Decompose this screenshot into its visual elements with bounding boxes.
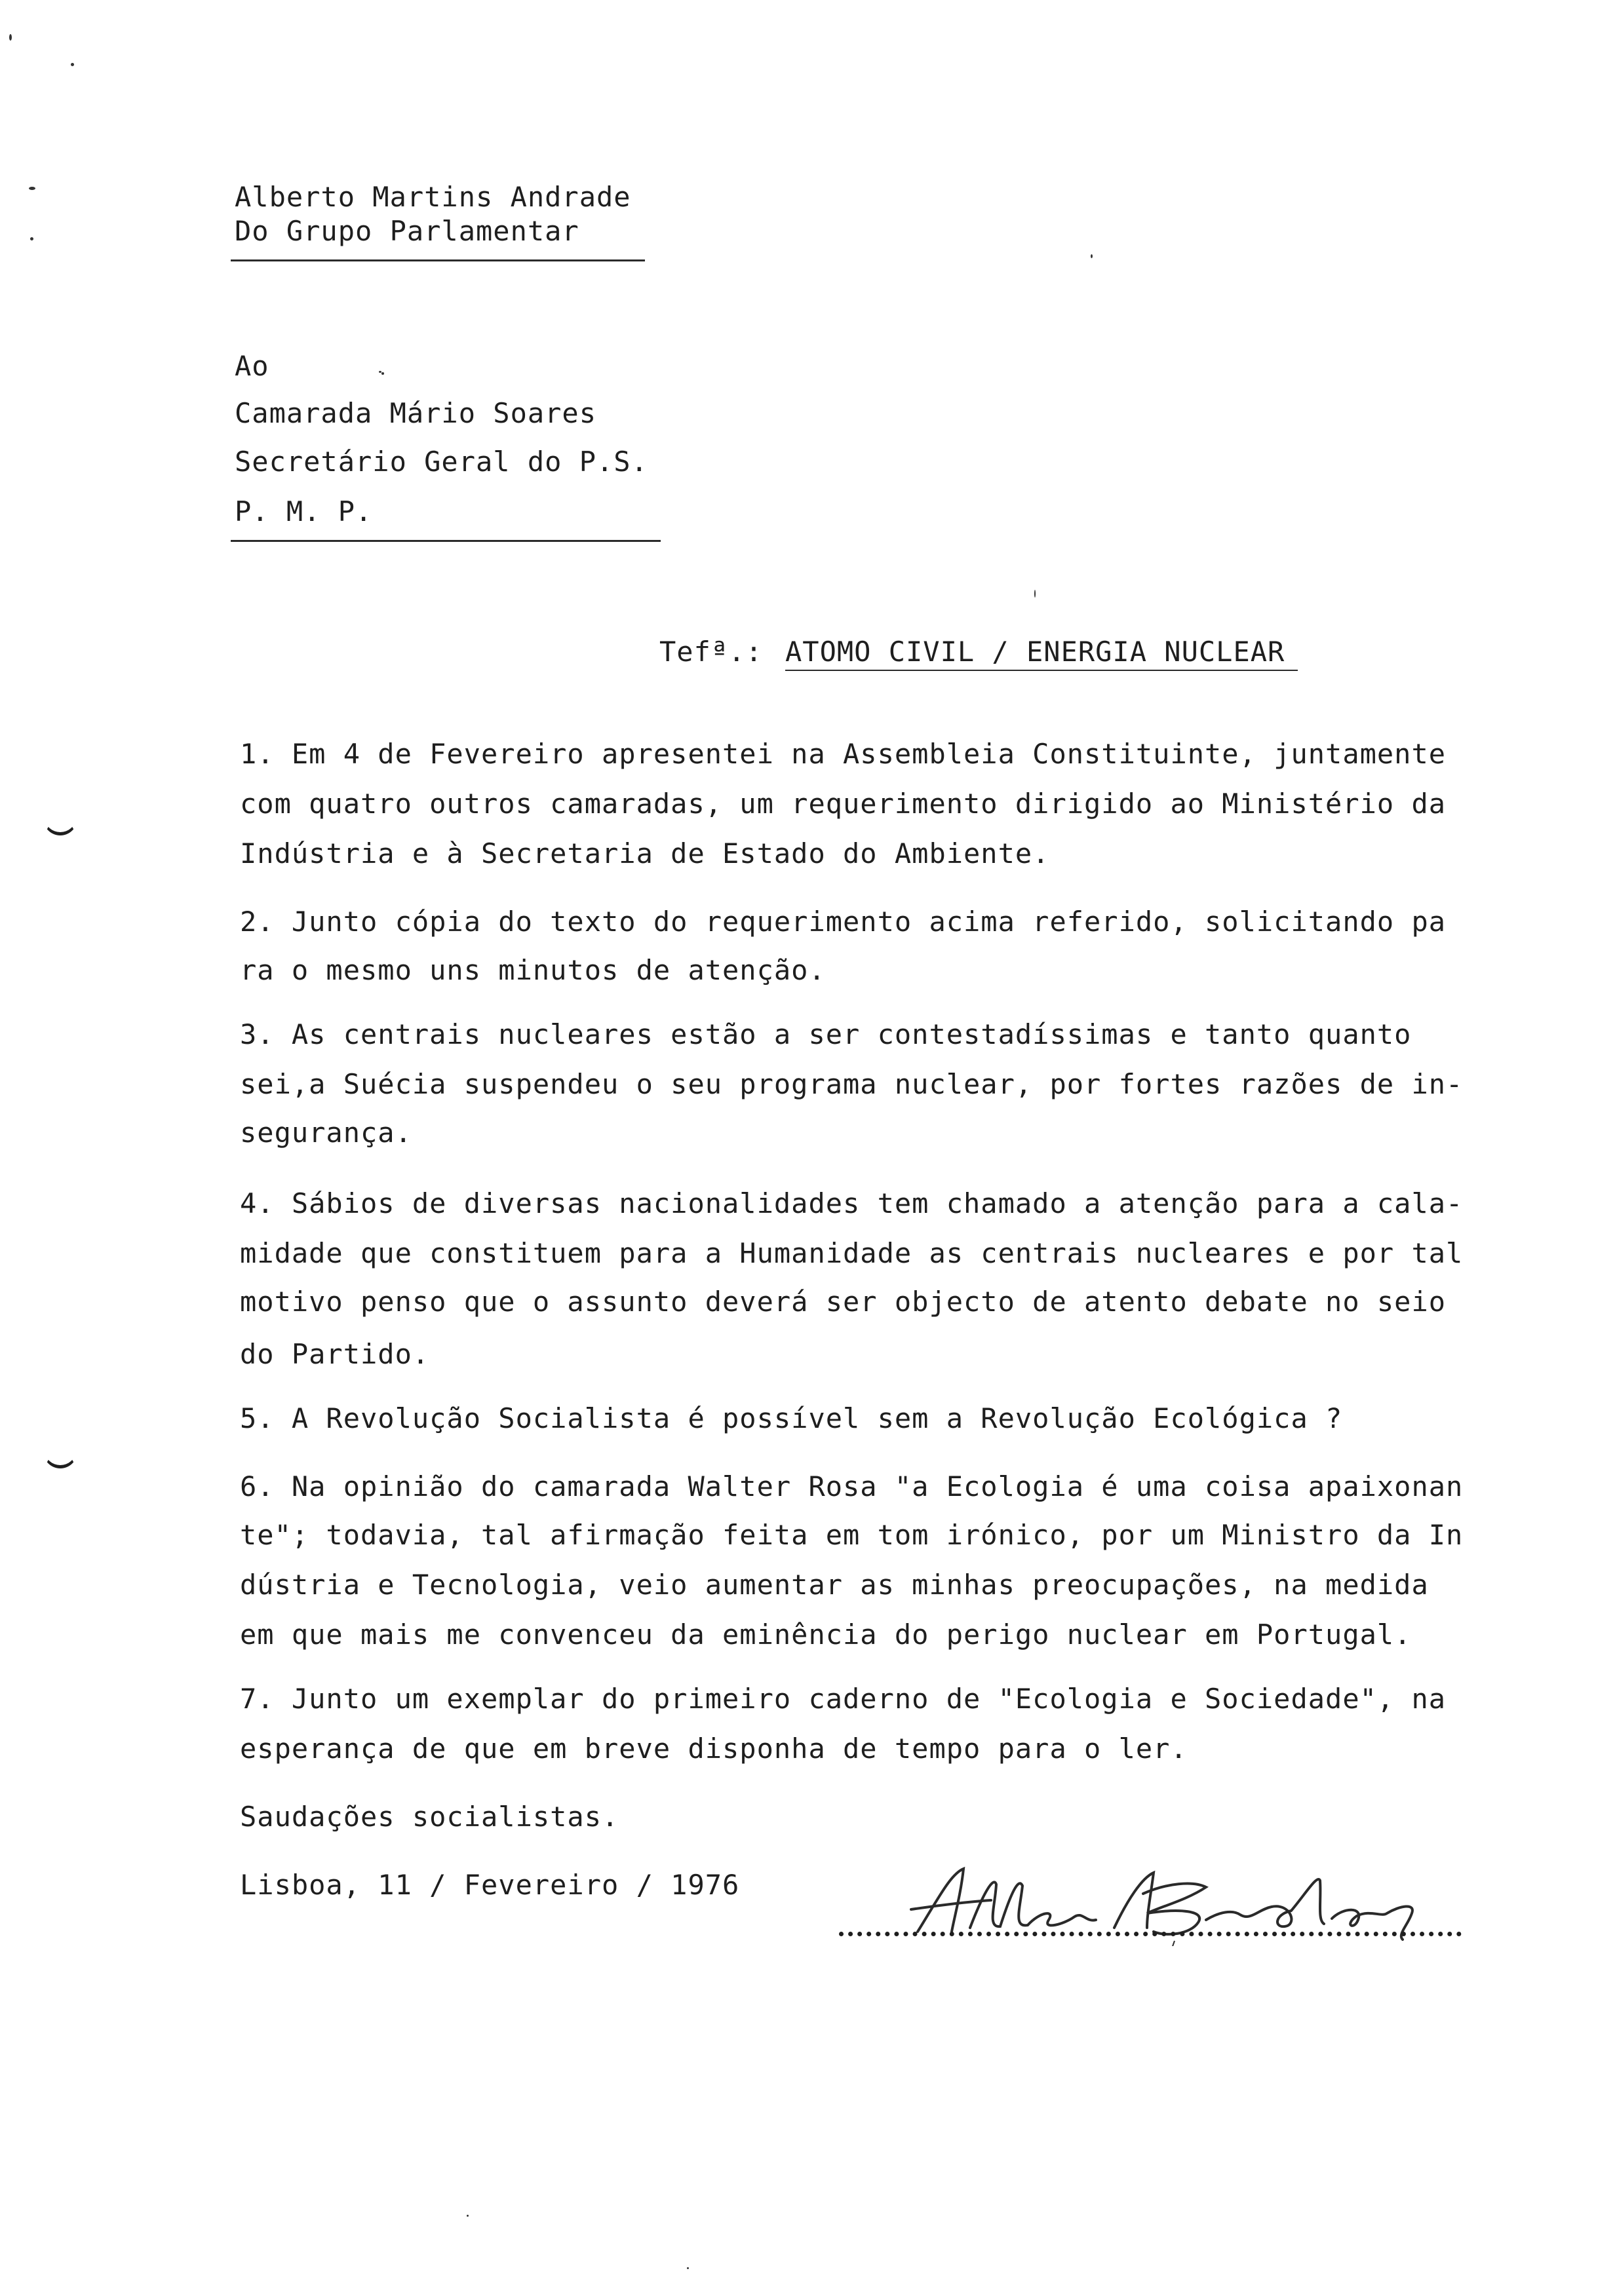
- paragraph-7-line-1: 7. Junto um exemplar do primeiro caderno de "Ecologia e Sociedade", na: [240, 1683, 1447, 1715]
- subject-label: Tefª.:: [659, 636, 763, 668]
- scan-speck: [381, 372, 384, 375]
- signature-block: [839, 1854, 1481, 1946]
- signature-dotted-line: [839, 1932, 1462, 1936]
- recipient-abbrev: P. M. P.: [235, 495, 373, 527]
- paragraph-1-line-2: com quatro outros camaradas, um requerimento dirigido ao Ministério da: [240, 788, 1447, 820]
- paragraph-2-line-1: 2. Junto cópia do texto do requerimento acima referido, solicitando pa: [240, 906, 1447, 938]
- recipient-rule: [231, 540, 661, 542]
- paragraph-7-line-2: esperança de que em breve disponha de tempo para o ler.: [240, 1732, 1188, 1765]
- paragraph-6-line-2: te"; todavia, tal afirmação feita em tom irónico, por um Ministro da In: [240, 1519, 1464, 1551]
- scan-speck: [29, 187, 35, 190]
- sender-name: Alberto Martins Andrade: [235, 181, 631, 213]
- subject-text: ATOMO CIVIL / ENERGIA NUCLEAR: [785, 636, 1285, 668]
- binder-hole-mark: [43, 815, 77, 835]
- letter-date: Lisboa, 11 / Fevereiro / 1976: [240, 1869, 740, 1901]
- scan-speck: [71, 63, 74, 66]
- subject-underline: [785, 670, 1298, 671]
- paragraph-6-line-3: dústria e Tecnologia, veio aumentar as minhas preocupações, na medida: [240, 1569, 1429, 1601]
- scan-speck: [1091, 254, 1093, 258]
- recipient-salutation: Ao: [235, 350, 269, 382]
- paragraph-1-line-3: Indústria e à Secretaria de Estado do Ambiente.: [240, 837, 1050, 870]
- scan-speck: [9, 34, 12, 41]
- scan-speck: [1034, 590, 1036, 598]
- paragraph-1-line-1: 1. Em 4 de Fevereiro apresentei na Assembleia Constituinte, juntamente: [240, 738, 1447, 770]
- paragraph-2-line-2: ra o mesmo uns minutos de atenção.: [240, 954, 826, 986]
- paragraph-4-line-2: midade que constituem para a Humanidade as centrais nucleares e por tal: [240, 1237, 1464, 1269]
- sender-group: Do Grupo Parlamentar: [235, 215, 579, 247]
- recipient-name: Camarada Mário Soares: [235, 397, 597, 429]
- paragraph-4-line-4: do Partido.: [240, 1338, 430, 1370]
- paragraph-5-line-1: 5. A Revolução Socialista é possível sem a Revolução Ecológica ?: [240, 1402, 1343, 1434]
- scan-speck: [379, 371, 381, 373]
- paragraph-3-line-2: sei,a Suécia suspendeu o seu programa nuclear, por fortes razões de in-: [240, 1068, 1464, 1100]
- scan-speck: [30, 237, 33, 240]
- paragraph-6-line-1: 6. Na opinião do camarada Walter Rosa "a Ecologia é uma coisa apaixonan: [240, 1470, 1464, 1502]
- paragraph-3-line-1: 3. As centrais nucleares estão a ser contestadíssimas e tanto quanto: [240, 1018, 1412, 1050]
- paragraph-6-line-4: em que mais me convenceu da eminência do perigo nuclear em Portugal.: [240, 1618, 1412, 1651]
- recipient-title: Secretário Geral do P.S.: [235, 446, 648, 478]
- paragraph-4-line-1: 4. Sábios de diversas nacionalidades tem chamado a atenção para a cala-: [240, 1187, 1464, 1219]
- paragraph-4-line-3: motivo penso que o assunto deverá ser objecto de atento debate no seio: [240, 1286, 1447, 1318]
- binder-hole-mark: [43, 1448, 77, 1468]
- scan-speck: [467, 2215, 469, 2217]
- paragraph-3-line-3: segurança.: [240, 1117, 412, 1149]
- closing-greeting: Saudações socialistas.: [240, 1801, 619, 1833]
- sender-rule: [231, 259, 645, 261]
- scan-speck: [687, 2267, 689, 2269]
